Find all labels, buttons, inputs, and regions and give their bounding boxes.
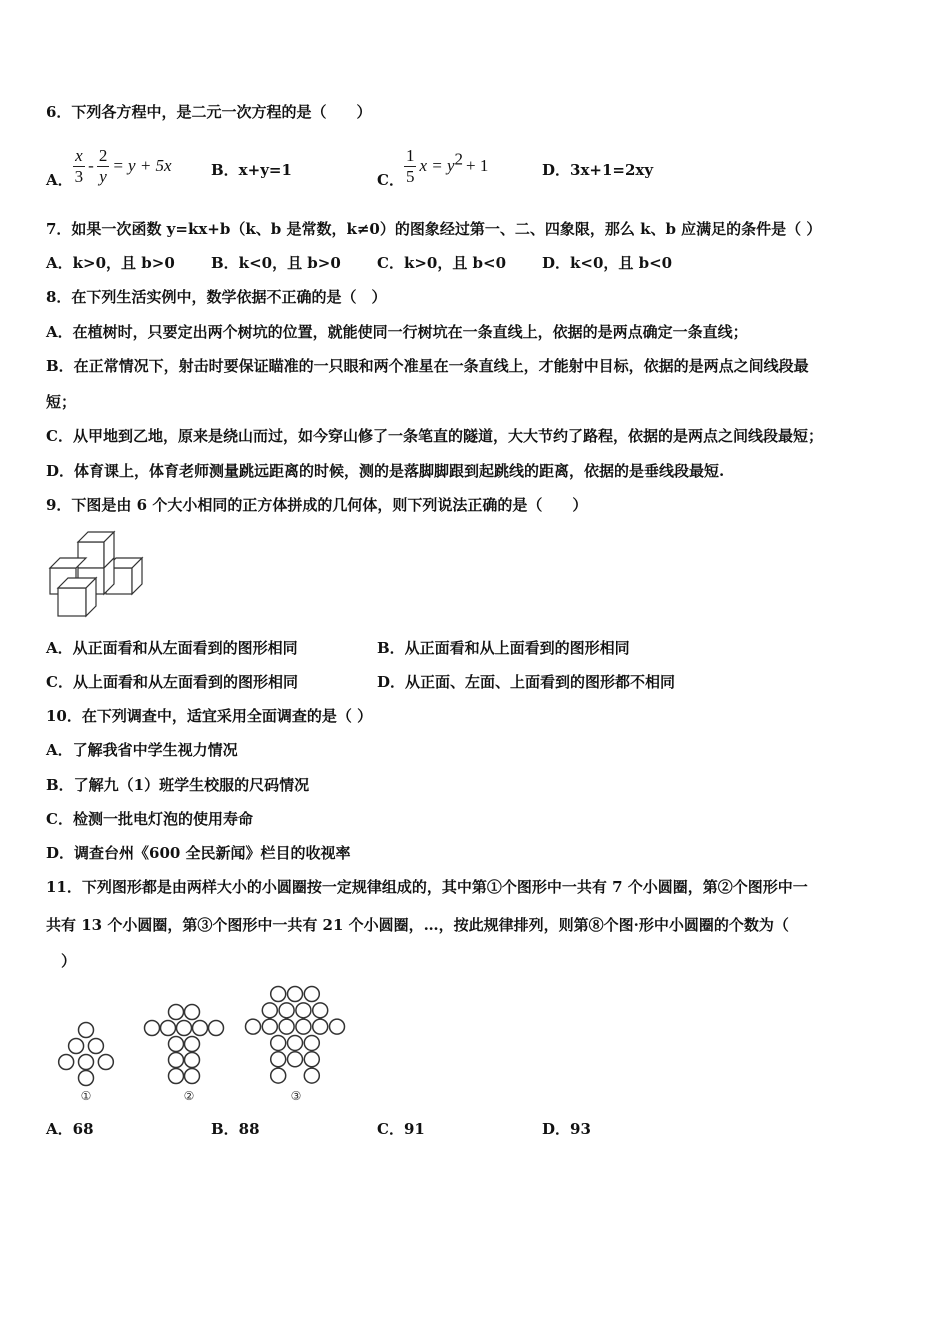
- q10-stem: 10．在下列调查中，适宜采用全面调查的是（ ）: [46, 707, 373, 725]
- q9-option-c: C．从上面看和从左面看到的图形相同: [46, 673, 298, 691]
- q8-option-a: A．在植树时，只要定出两个树坑的位置，就能使同一行树坑在一条直线上，依据的是两点确定一条直线；: [46, 323, 748, 341]
- q11-circle-pattern-figure: [44, 982, 352, 1106]
- q11-stem-line-2: 共有 13 个小圆圈，第③个图形中一共有 21 个小圆圈，…，按此规律排列，则第⑧个图·形中小圆圈的个数为（: [46, 916, 789, 934]
- cube-front: [58, 578, 96, 616]
- fig1-circle: [59, 1055, 74, 1070]
- q6-option-c: C． $\frac{1}{5}$ $x = y^2 + 1$: [377, 146, 489, 189]
- q11-option-b: B．88: [211, 1120, 260, 1138]
- q8-option-b: B．在正常情况下，射击时要保证瞄准的一只眼和两个准星在一条直线上，才能射中目标，依据的是两点之间线段最: [46, 357, 809, 375]
- figure-label-2: ②: [183, 1089, 195, 1103]
- q7-option-a: A．k>0，且 b>0: [46, 254, 175, 272]
- fig3-circle: [296, 1003, 311, 1018]
- q10-option-a: A．了解我省中学生视力情况: [46, 741, 238, 759]
- fig3-circle: [279, 1019, 294, 1034]
- fig3-circle: [262, 1019, 277, 1034]
- fig2-circle: [161, 1021, 176, 1036]
- fig2-circle: [193, 1021, 208, 1036]
- fig3-circle: [262, 1003, 277, 1018]
- q6-stem: 6．下列各方程中，是二元一次方程的是（ ）: [46, 103, 372, 121]
- q10-option-c: C．检测一批电灯泡的使用寿命: [46, 810, 253, 828]
- fig2-circle: [145, 1021, 160, 1036]
- q11-option-a: A．68: [46, 1120, 94, 1138]
- fig3-circle: [271, 1035, 286, 1050]
- fig2-circle: [169, 1069, 184, 1084]
- q6-c-fraction: $\frac{1}{5}$: [405, 146, 415, 186]
- fig3-circle: [288, 1035, 303, 1050]
- fig2-circle: [185, 1005, 200, 1020]
- q8-option-d: D．体育课上，体育老师测量跳远距离的时候，测的是落脚脚跟到起跳线的距离，依据的是垂线段最短.: [46, 462, 725, 480]
- fig2-circle: [169, 1005, 184, 1020]
- q10-option-d: D．调查台州《600 全民新闻》栏目的收视率: [46, 844, 351, 862]
- fig3-circle: [271, 1068, 286, 1083]
- q7-option-c: C．k>0，且 b<0: [377, 254, 507, 272]
- fig1-circle: [98, 1055, 113, 1070]
- q6-option-a: A． $\frac{x}{3}$ - $\frac{2}{y}$ = y + 5x: [46, 146, 172, 189]
- fig3-circle: [304, 1068, 319, 1083]
- fig3-circle: [271, 1052, 286, 1067]
- fig1-circle: [79, 1023, 94, 1038]
- fig1-circle: [79, 1071, 94, 1086]
- q9-cube-figure: [44, 528, 152, 620]
- fig3-circle: [288, 987, 303, 1002]
- fig3-circle: [288, 1052, 303, 1067]
- fig2-circle: [185, 1037, 200, 1052]
- fig3-circle: [304, 987, 319, 1002]
- q11-option-c: C．91: [377, 1120, 425, 1138]
- fig3-circle: [271, 987, 286, 1002]
- q7-option-b: B．k<0，且 b>0: [211, 254, 341, 272]
- fig2-circle: [185, 1053, 200, 1068]
- figure-label-1: ①: [80, 1089, 92, 1103]
- fig3-circle: [313, 1003, 328, 1018]
- q11-option-d: D．93: [542, 1120, 591, 1138]
- fig1-circle: [79, 1055, 94, 1070]
- q7-stem: 7．如果一次函数 y=kx+b（k、b 是常数，k≠0）的图象经过第一、二、四象限，那么 k、b 应满足的条件是（ ）: [46, 220, 822, 238]
- fig2-circle: [209, 1021, 224, 1036]
- fig3-circle: [279, 1003, 294, 1018]
- fig3-circle: [246, 1019, 261, 1034]
- q6-a-fraction-1: $\frac{x}{3}$: [74, 146, 84, 186]
- q9-option-a: A．从正面看和从左面看到的图形相同: [46, 639, 298, 657]
- q11-stem-line-1: 11．下列图形都是由两样大小的小圆圈按一定规律组成的，其中第①个图形中一共有 7 个小圆圈，第②个图形中一: [46, 878, 808, 896]
- fig3-circle: [296, 1019, 311, 1034]
- q6-a-fraction-2: $\frac{2}{y}$: [98, 146, 108, 186]
- q9-stem: 9．下图是由 6 个大小相同的正方体拼成的几何体，则下列说法正确的是（ ）: [46, 496, 588, 514]
- q10-option-b: B．了解九（1）班学生校服的尺码情况: [46, 776, 310, 794]
- fig3-circle: [330, 1019, 345, 1034]
- fig1-circle: [88, 1039, 103, 1054]
- q11-stem-line-3: ）: [46, 952, 77, 970]
- fig2-circle: [185, 1069, 200, 1084]
- fig3-circle: [304, 1035, 319, 1050]
- q8-option-b-cont: 短；: [46, 393, 77, 411]
- fig2-circle: [169, 1053, 184, 1068]
- q6-option-a-label: A．: [46, 170, 73, 189]
- q6-option-c-label: C．: [377, 170, 404, 189]
- fig3-circle: [313, 1019, 328, 1034]
- fig2-circle: [169, 1037, 184, 1052]
- q6-option-d: D．3x+1=2xy: [542, 161, 654, 179]
- q8-stem: 8．在下列生活实例中，数学依据不正确的是（ ）: [46, 288, 387, 306]
- fig2-circle: [177, 1021, 192, 1036]
- figure-label-3: ③: [290, 1089, 302, 1103]
- q9-option-d: D．从正面、左面、上面看到的图形都不相同: [377, 673, 676, 691]
- q9-option-b: B．从正面看和从上面看到的图形相同: [377, 639, 630, 657]
- fig3-circle: [304, 1052, 319, 1067]
- fig1-circle: [69, 1039, 84, 1054]
- q8-option-c: C．从甲地到乙地，原来是绕山而过，如今穿山修了一条笔直的隧道，大大节约了路程，依据的是两点之间线段最短；: [46, 427, 823, 445]
- q7-option-d: D．k<0，且 b<0: [542, 254, 673, 272]
- q6-option-b: B．x+y=1: [211, 161, 292, 179]
